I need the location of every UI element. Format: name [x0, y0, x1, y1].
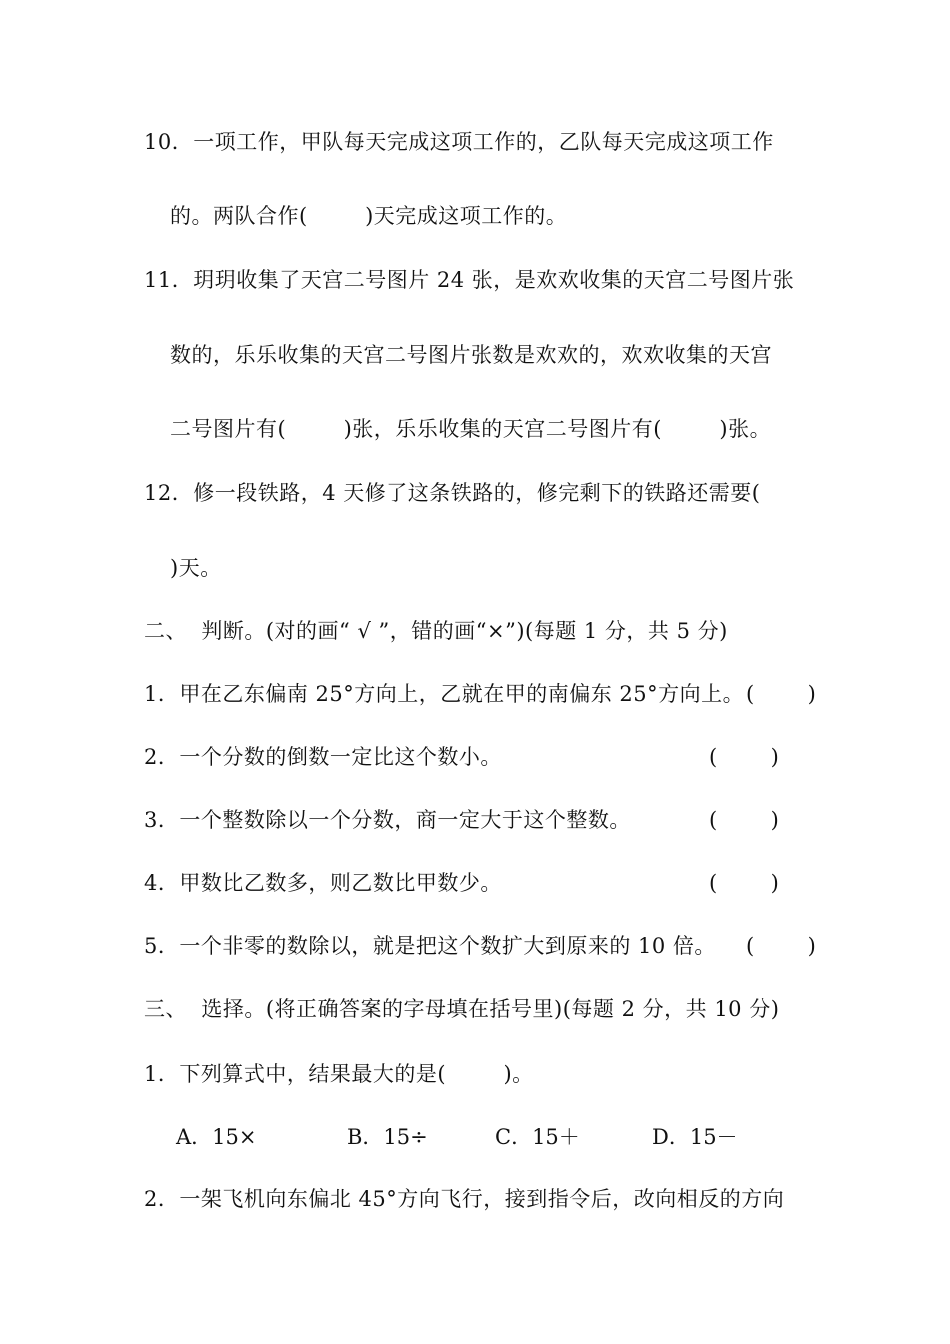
judge-answer-3[interactable]: ( ): [709, 808, 779, 832]
q11-line-2: 数的，乐乐收集的天宫二号图片张数是欢欢的，欢欢收集的天宫: [170, 343, 772, 367]
q10-line-1: 10．一项工作，甲队每天完成这项工作的，乙队每天完成这项工作: [144, 130, 774, 154]
section3-heading: 三、 选择。(将正确答案的字母填在括号里)(每题 2 分，共 10 分): [144, 997, 780, 1021]
judge-item-2: 2．一个分数的倒数一定比这个数小。: [144, 745, 502, 769]
judge-answer-2[interactable]: ( ): [709, 745, 779, 769]
q11-line-1: 11．玥玥收集了天宫二号图片 24 张，是欢欢收集的天宫二号图片张: [144, 268, 795, 292]
judge-item-4: 4．甲数比乙数多，则乙数比甲数少。: [144, 871, 502, 895]
q11-line-3: 二号图片有( )张，乐乐收集的天宫二号图片有( )张。: [170, 417, 772, 441]
q12-line-1: 12．修一段铁路，4 天修了这条铁路的，修完剩下的铁路还需要(: [144, 481, 761, 505]
choice-q1-option-d[interactable]: D．15－: [652, 1125, 738, 1149]
judge-answer-5[interactable]: ( ): [746, 934, 816, 958]
choice-q1-stem: 1．下列算式中，结果最大的是( )。: [144, 1062, 534, 1086]
judge-answer-1[interactable]: ( ): [746, 682, 816, 706]
choice-q2-stem: 2．一架飞机向东偏北 45°方向飞行，接到指令后，改向相反的方向: [144, 1187, 785, 1211]
judge-item-1: 1．甲在乙东偏南 25°方向上，乙就在甲的南偏东 25°方向上。: [144, 682, 745, 706]
q10-line-2: 的。两队合作( )天完成这项工作的。: [170, 204, 568, 228]
judge-answer-4[interactable]: ( ): [709, 871, 779, 895]
choice-q1-option-a[interactable]: A．15×: [176, 1125, 257, 1149]
q12-line-2: )天。: [170, 556, 222, 580]
choice-q1-option-b[interactable]: B．15÷: [347, 1125, 428, 1149]
choice-q1-option-c[interactable]: C．15＋: [495, 1125, 580, 1149]
judge-item-5: 5．一个非零的数除以，就是把这个数扩大到原来的 10 倍。: [144, 934, 716, 958]
section2-heading: 二、 判断。(对的画“ √ ”，错的画“×”)(每题 1 分，共 5 分): [144, 619, 728, 643]
judge-item-3: 3．一个整数除以一个分数，商一定大于这个整数。: [144, 808, 631, 832]
